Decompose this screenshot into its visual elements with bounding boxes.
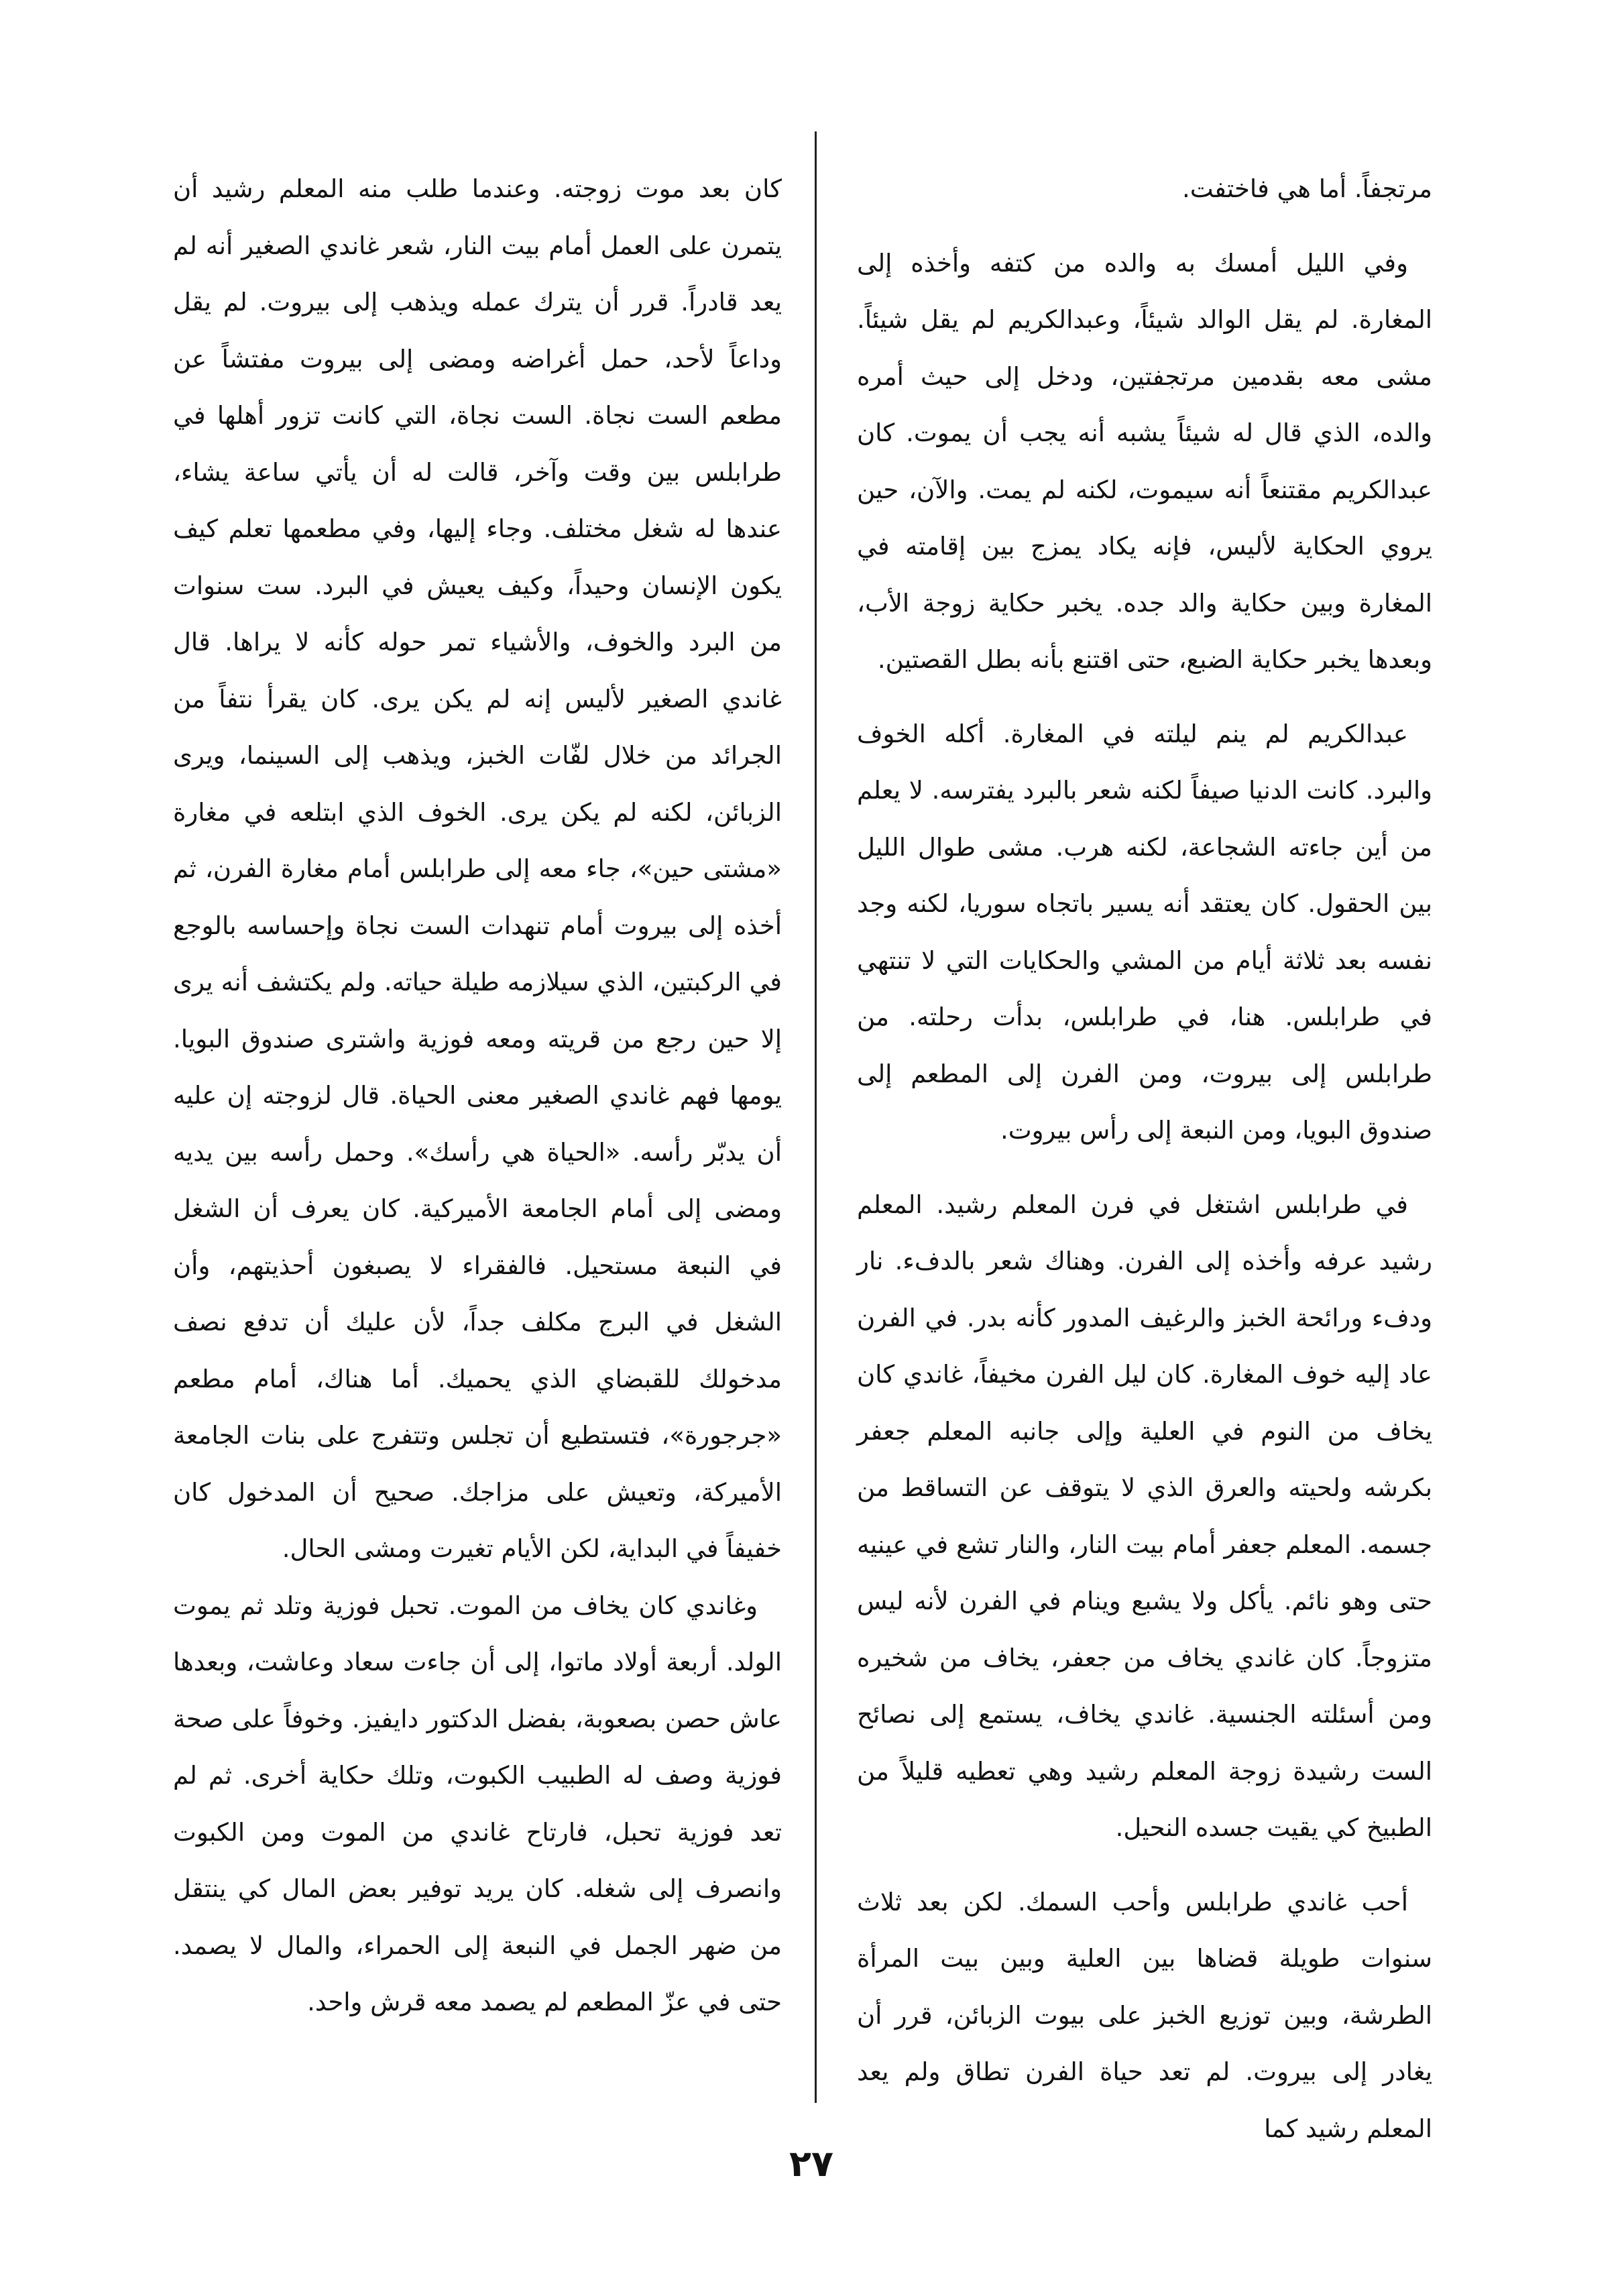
right-column: [857, 161, 1432, 2157]
paragraph: وفي الليل أمسك به والده من كتفه وأخذه إلى المغارة. لم يقل الوالد شيئاً، وعبدالكريم لم يقل شيئاً. مشى معه بقدمين مرتجفتين، ودخل إلى حيث أمره والده، الذي قال له شيئاً يشبه أنه يجب أن يموت. كان عبدالكريم مقتنعاً أنه سيموت، لكنه لم يمت. والآن، حين يروي الحكاية لأليس، فإنه يكاد يمزج بين إقامته في المغارة وبين حكاية والد جده. يخبر حكاية زوجة الأب، وبعدها يخبر حكاية الضبع، حتى اقتنع بأنه بطل القصتين.: [857, 248, 1432, 674]
paragraph: أحب غاندي طرابلس وأحب السمك. لكن بعد ثلاث سنوات طويلة قضاها بين العلية وبين بيت المرأة الطرشة، وبين توزيع الخبز على بيوت الزبائن، قرر أن يغادر إلى بيروت. لم تعد حياة الفرن تطاق ولم يعد المعلم رشيد كما: [857, 1887, 1432, 2143]
left-column: [173, 161, 782, 2031]
paragraph: وغاندي كان يخاف من الموت. تحبل فوزية وتلد ثم يموت الولد. أربعة أولاد ماتوا، إلى أن جاءت سعاد وعاشت، وبعدها عاش حصن بصعوبة، بفضل الدكتور دايفيز. وخوفاً على صحة فوزية وصف له الطبيب الكبوت، وتلك حكاية أخرى. ثم لم تعد فوزية تحبل، فارتاح غاندي من الموت ومن الكبوت وانصرف إلى شغله. كان يريد توفير بعض المال كي ينتقل من ضهر الجمل في النبعة إلى الحمراء، والمال لا يصمد. حتى في عزّ المطعم لم يصمد معه قرش واحد.: [173, 1591, 782, 2016]
paragraph: كان بعد موت زوجته. وعندما طلب منه المعلم رشيد أن يتمرن على العمل أمام بيت النار، شعر غاندي الصغير أنه لم يعد قادراً. قرر أن يترك عمله ويذهب إلى بيروت. لم يقل وداعاً لأحد، حمل أغراضه ومضى إلى بيروت مفتشاً عن مطعم الست نجاة. الست نجاة، التي كانت تزور أهلها في طرابلس بين وقت وآخر، قالت له أن يأتي ساعة يشاء، عندها له شغل مختلف. وجاء إليها، وفي مطعمها تعلم كيف يكون الإنسان وحيداً، وكيف يعيش في البرد. ست سنوات من البرد والخوف، والأشياء تمر حوله كأنه لا يراها. قال غاندي الصغير لأليس إنه لم يكن يرى. كان يقرأ نتفاً من الجرائد من خلال لفّات الخبز، ويذهب إلى السينما، ويرى الزبائن، لكنه لم يكن يرى. الخوف الذي ابتلعه في مغارة «مشتى حين»، جاء معه إلى طرابلس أمام مغارة الفرن، ثم أخذه إلى بيروت أمام تنهدات الست نجاة وإحساسه بالوجع في الركبتين، الذي سيلازمه طيلة حياته. ولم يكتشف أنه يرى إلا حين رجع من قريته ومعه فوزية واشترى صندوق البويا. يومها فهم غاندي الصغير معنى الحياة. قال لزوجته إن عليه أن يدبّر رأسه. «الحياة هي رأسك». وحمل رأسه بين يديه ومضى إلى أمام الجامعة الأميركية. كان يعرف أن الشغل في النبعة مستحيل. فالفقراء لا يصبغون أحذيتهم، وأن الشغل في البرج مكلف جداً، لأن عليك أن تدفع نصف مدخولك للقبضاي الذي يحميك. أما هناك، أمام مطعم «جرجورة»، فتستطيع أن تجلس وتتفرج على بنات الجامعة الأميركة، وتعيش على مزاجك. صحيح أن المدخول كان خفيفاً في البداية، لكن الأيام تغيرت ومشى الحال.: [173, 174, 782, 1563]
column-divider: [815, 131, 817, 2103]
page-number: ٢٧: [789, 2142, 833, 2185]
paragraph: في طرابلس اشتغل في فرن المعلم رشيد. المعلم رشيد عرفه وأخذه إلى الفرن. وهناك شعر بالدفء. نار ودفء ورائحة الخبز والرغيف المدور كأنه بدر. في الفرن عاد إليه خوف المغارة. كان ليل الفرن مخيفاً، غاندي كان يخاف من النوم في العلية وإلى جانبه المعلم جعفر بكرشه ولحيته والعرق الذي لا يتوقف عن التساقط من جسمه. المعلم جعفر أمام بيت النار، والنار تشع في عينيه حتى وهو نائم. يأكل ولا يشبع وينام في الفرن لأنه ليس متزوجاً. كان غاندي يخاف من جعفر، يخاف من شخيره ومن أسئلته الجنسية. غاندي يخاف، يستمع إلى نصائح الست رشيدة زوجة المعلم رشيد وهي تعطيه قليلاً من الطبيخ كي يقيت جسده النحيل.: [857, 1190, 1432, 1842]
paragraph: عبدالكريم لم ينم ليلته في المغارة. أكله الخوف والبرد. كانت الدنيا صيفاً لكنه شعر بالبرد يفترسه. لا يعلم من أين جاءته الشجاعة، لكنه هرب. مشى طوال الليل بين الحقول. كان يعتقد أنه يسير باتجاه سوريا، لكنه وجد نفسه بعد ثلاثة أيام من المشي والحكايات التي لا تنتهي في طرابلس. هنا، في طرابلس، بدأت رحلته. من طرابلس إلى بيروت، ومن الفرن إلى المطعم إلى صندوق البويا، ومن النبعة إلى رأس بيروت.: [857, 719, 1432, 1145]
paragraph: مرتجفاً. أما هي فاختفت.: [1182, 174, 1432, 203]
